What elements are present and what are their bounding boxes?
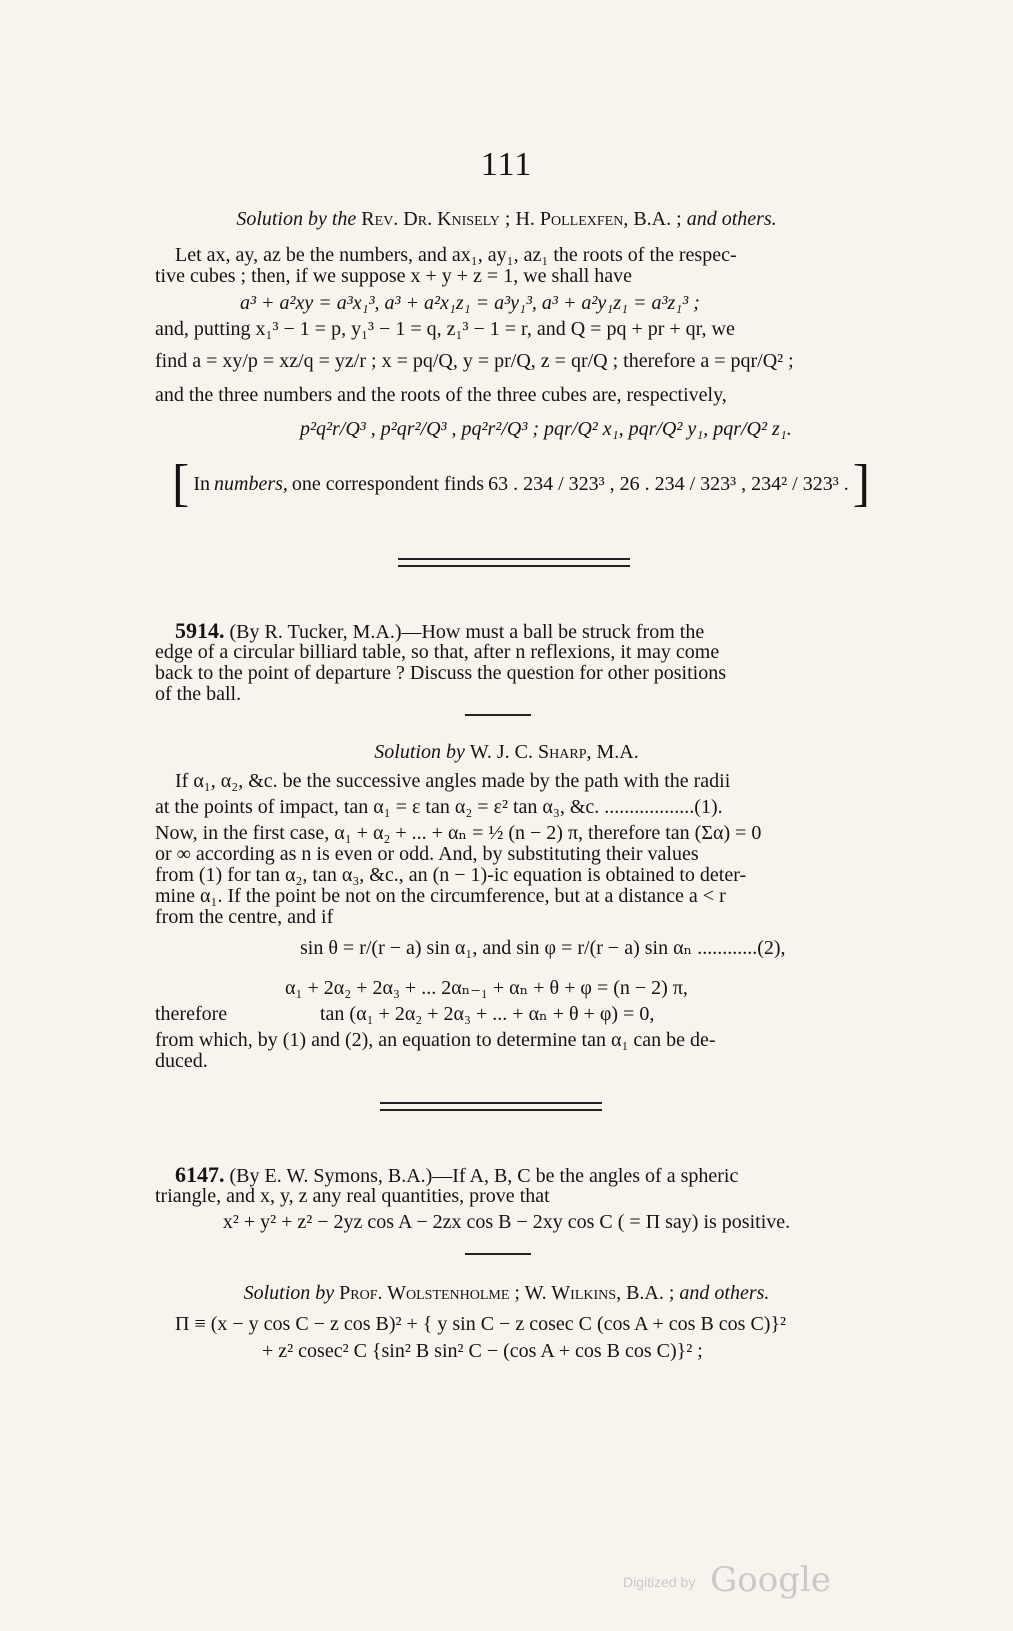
section-divider [380,1102,602,1111]
question-5914-text-0: (By R. Tucker, M.A.)—How must a ball be struck from the [229,621,705,643]
sol1-line-1: tive cubes ; then, if we suppose x + y + z = 1, we shall have [155,265,633,287]
solution-byline [0,741,1013,763]
note-text: one correspondent finds [291,473,485,495]
question-5914-line-3: of the ball. [155,683,242,705]
byline-prefix: Solution by [374,741,465,763]
note-values: 63 . 234 / 323³ , 26 . 234 / 323³ , 234² / 323³ . [488,473,849,495]
digitized-label: Digitized by [622,1574,696,1590]
solution-byline [0,1282,1013,1304]
byline-names: W. J. C. Sharp, M.A. [469,741,639,763]
therefore-label: therefore [155,1003,228,1025]
page-number: 111 [480,146,533,183]
sol2-equation-sum: α₁ + 2α₂ + 2α₃ + ... 2αₙ₋₁ + αₙ + θ + φ = (n − 2) π, [285,977,688,999]
sol2-line-5: mine α₁. If the point be not on the circumference, but at a distance a < r [155,885,726,907]
byline-prefix: Solution by the [236,208,357,230]
digitized-watermark [623,1560,831,1600]
left-bracket: [ [172,455,190,512]
sol2-final-1: duced. [155,1050,208,1072]
sol1-equation-find: find a = xy/p = xz/q = yz/r ; x = pq/Q, y = pr/Q, z = qr/Q ; therefore a = pqr/Q² ; [155,350,794,372]
sol3-equation-line2: + z² cosec² C {sin² B sin² C − (cos A + cos B cos C)}² ; [262,1340,703,1362]
sol2-equation-sin: sin θ = r/(r − a) sin α₁, and sin φ = r/(r − a) sin αₙ ............(2), [300,937,786,959]
question-6147-line-0 [175,1164,738,1187]
byline-prefix: Solution by [243,1282,335,1304]
sol2-equation-tan: tan (α₁ + 2α₂ + 2α₃ + ... + αₙ + θ + φ) = 0, [320,1003,655,1025]
sol2-line-6: from the centre, and if [155,906,334,928]
question-6147-line-1: triangle, and x, y, z any real quantities, prove that [155,1185,550,1207]
sol2-final-0: from which, by (1) and (2), an equation to determine tan α₁ can be de- [155,1029,716,1051]
byline-names: Rev. Dr. Knisely ; H. Pollexfen, B.A. ; [361,208,682,230]
byline-names: Prof. Wolstenholme ; W. Wilkins, B.A. ; [339,1282,675,1304]
solution-byline [0,208,1013,230]
question-number: 6147. [175,1162,225,1187]
sol2-line-2: Now, in the first case, α₁ + α₂ + ... + αₙ = ½ (n − 2) π, therefore tan (Σα) = 0 [155,822,762,844]
sol1-line-5: and the three numbers and the roots of the three cubes are, respectively, [155,384,727,406]
sol2-line-0: If α₁, α₂, &c. be the successive angles made by the path with the radii [175,770,731,792]
short-divider [465,1253,531,1255]
right-bracket: ] [852,455,871,512]
sol1-equation-cubes: a³ + a²xy = a³x₁³, a³ + a²x₁z₁ = a³y₁³, a³ + a²y₁z₁ = a³z₁³ ; [240,292,700,314]
note-italic: numbers, [214,473,288,495]
question-6147-text-0: (By E. W. Symons, B.A.)—If A, B, C be the angles of a spheric [229,1165,739,1187]
editor-note [172,455,871,512]
google-logo: Google [710,1560,831,1600]
question-5914-line-2: back to the point of departure ? Discuss the question for other positions [155,662,726,684]
question-5914-line-1: edge of a circular billiard table, so that, after n reflexions, it may come [155,641,720,663]
sol3-equation-line1: Π ≡ (x − y cos C − z cos B)² + { y sin C − z cosec C (cos A + cos B cos C)}² [175,1313,787,1335]
question-number: 5914. [175,618,225,643]
byline-suffix: and others. [686,208,777,230]
sol2-line-1: at the points of impact, tan α₁ = ε tan α₂ = ε² tan α₃, &c. ..................(1). [155,796,723,818]
question-6147-equation: x² + y² + z² − 2yz cos A − 2zx cos B − 2xy cos C ( = Π say) is positive. [222,1211,791,1233]
question-5914-line-0 [175,620,704,643]
section-divider [398,558,630,567]
sol2-line-3: or ∞ according as n is even or odd. And, by substituting their values [155,843,699,865]
byline-suffix: and others. [679,1282,770,1304]
sol1-equation-results: p²q²r/Q³ , p²qr²/Q³ , pq²r²/Q³ ; pqr/Q² x₁, pqr/Q² y₁, pqr/Q² z₁. [300,418,792,440]
note-prefix: In [193,473,210,495]
sol1-line-0: Let ax, ay, az be the numbers, and ax₁, ay₁, az₁ the roots of the respec- [175,244,737,266]
short-divider [465,714,531,716]
sol2-line-4: from (1) for tan α₂, tan α₃, &c., an (n − 1)-ic equation is obtained to deter- [155,864,747,886]
sol1-line-3: and, putting x₁³ − 1 = p, y₁³ − 1 = q, z₁³ − 1 = r, and Q = pq + pr + qr, we [155,318,735,340]
